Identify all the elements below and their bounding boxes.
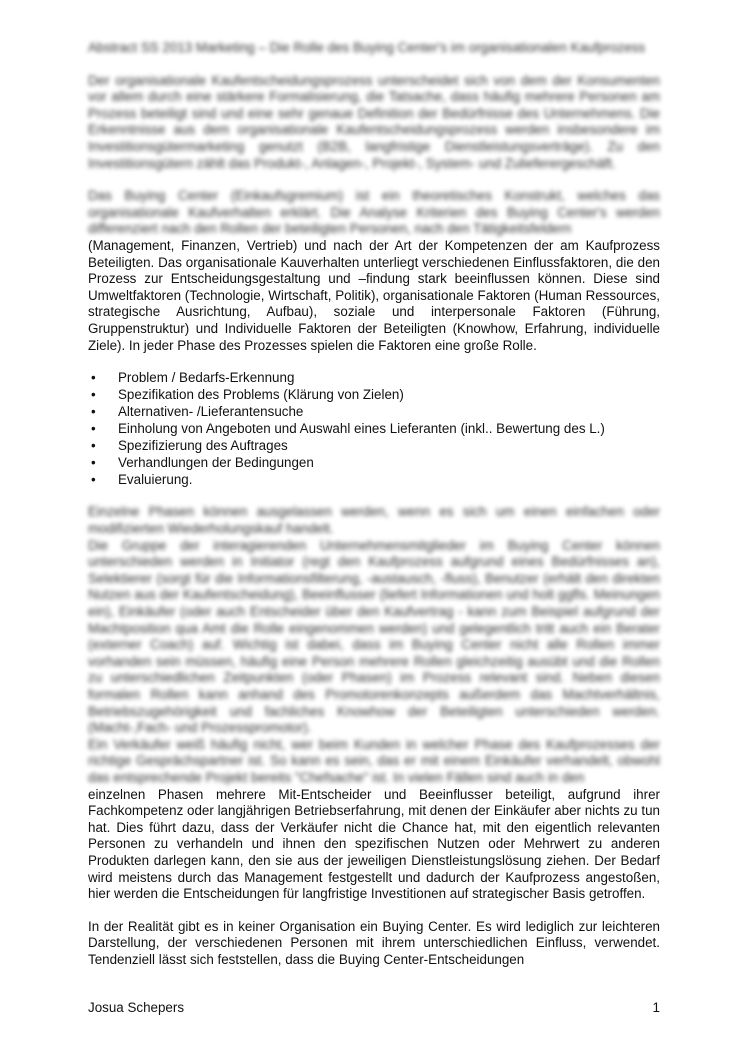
document-page [88,40,660,968]
paragraph-buying-center-blurred: Das Buying Center (Einkaufsgremium) ist ein theoretisches Konstrukt, welches das organisationale Kaufverhalten erklärt. Die Analyse Kriterien des Buying Center's werden differenziert nach den Rollen der beteiligten Personen, nach den Tätigkeitsfeldern [88,188,660,237]
page-number: 1 [652,1000,660,1015]
footer-author: Josua Schepers [88,1000,185,1015]
paragraph-seller: einzelnen Phasen mehrere Mit-Entscheider und Beeinflusser beteiligt, aufgrund ihrer Fachkompetenz oder langjährigen Betriebserfahrung, mit denen der Einkäufer aber nichts zu tun hat. Dies führt dazu, dass der Verkäufer nicht die Chance hat, mit den eigentlich relevanten Personen zu verhandeln und ihnen den spezifischen Nutzen oder Mehrwert zu anderen Produkten darlegen kann, den sie aus der jeweiligen Dienstleistungslösung ziehen. Der Bedarf wird meistens durch das Management festgestellt und dadurch der Kaufprozess angestoßen, hier werden die Entscheidungen für langfristige Investitionen auf strategischer Basis getroffen. [88,786,660,902]
document-title: Abstract SS 2013 Marketing – Die Rolle des Buying Center's im organisationalen Kaufprozess [88,40,646,55]
list-item: • Alternativen- /Lieferantensuche [118,404,660,421]
paragraph-intro: Der organisationale Kaufentscheidungsprozess unterscheidet sich von dem der Konsumenten vor allem durch eine stärkere Formalisierung, die Tatsache, dass häufig mehrere Personen am Prozess beteiligt sind und eine sehr genaue Definition der Bedürfnisse des Unternehmens. Die Erkenntnisse aus dem organisationale Kaufentscheidungsprozess werden insbesondere im Investitionsgütermarketing genutzt (B2B, langfristige Dienstleistungsverträge). Zu den Investitionsgütern zählt das Produkt-, Anlagen-, Projekt-, System- und Zulieferergeschäft. [88,72,660,171]
list-item: • Spezifikation des Problems (Klärung von Zielen) [118,387,660,404]
phase-list [88,370,660,488]
list-item: • Evaluierung. [118,472,660,489]
paragraph-buying-center: (Management, Finanzen, Vertrieb) und nach der Art der Kompetenzen der am Kaufprozess Beteiligten. Das organisationale Kauverhalten unterliegt verschiedenen Einflussfaktoren, die den Prozess zur Entscheidungsgestaltung und –findung stark beeinflussen können. Diese sind Umweltfaktoren (Technologie, Wirtschaft, Politik), organisationale Faktoren (Human Ressources, strategische Ausrichtung, Aufbau), soziale und interpersonale Faktoren (Führung, Gruppenstruktur) und Individuelle Faktoren der Beteiligten (Knowhow, Erfahrung, individuelle Ziele). In jeder Phase des Prozesses spielen die Faktoren eine große Rolle. [88,237,660,353]
page-footer [88,1000,660,1015]
list-item: • Verhandlungen der Bedingungen [118,455,660,472]
list-item: • Spezifizierung des Auftrages [118,438,660,455]
paragraph-seller-blurred: Ein Verkäufer weiß häufig nicht, wer beim Kunden in welcher Phase des Kaufprozesses der richtige Gesprächspartner ist. So kann es sein, das er mit einem Einkäufer verhandelt, obwohl das entsprechende Projekt bereits "Chefsache" ist. In vielen Fällen sind auch in den [88,736,660,785]
list-item: • Problem / Bedarfs-Erkennung [118,370,660,387]
paragraph-phases-skip: Einzelne Phasen können ausgelassen werden, wenn es sich um einen einfachen oder modifizierten Wiederholungskauf handelt. [88,504,660,537]
paragraph-reality: In der Realität gibt es in keiner Organisation ein Buying Center. Es wird lediglich zur leichteren Darstellung, der verschiedenen Personen mit ihrem unterschiedlichen Einfluss, verwendet. Tendenziell lässt sich feststellen, dass die Buying Center-Entscheidungen [88,918,660,967]
paragraph-roles: Die Gruppe der interagierenden Unternehmensmitglieder im Buying Center können unterschieden werden in Initiator (regt den Kaufprozess aufgrund eines Bedürfnisses an), Selektierer (sorgt für die Informationsfilterung, -austausch, -fluss), Benutzer (erhält den direkten Nutzen aus der Kaufentscheidung), Beeinflusser (liefert Informationen und holt ggfls. Meinungen ein), Einkäufer (oder auch Entscheider über den Kaufvertrag - kann zum Beispiel aufgrund der Machtposition qua Amt die Rolle eingenommen werden) und gelegentlich tritt auch ein Berater (externer Coach) auf. Wichtig ist dabei, dass im Buying Center nicht alle Rollen immer vorhanden sein müssen, häufig eine Person mehrere Rollen gleichzeitig ausübt und die Rollen zu unterschiedlichen Zeitpunkten (oder Phasen) im Prozess relevant sind. Neben diesen formalen Rollen kann anhand des Promotorenkonzepts außerdem das Machtverhältnis, Betriebszugehörigkeit und fachliches Knowhow der Beteiligten unterschieden werden. (Macht-,Fach- und Prozesspromotor). [88,537,660,736]
list-item: • Einholung von Angeboten und Auswahl eines Lieferanten (inkl.. Bewertung des L.) [118,421,660,438]
